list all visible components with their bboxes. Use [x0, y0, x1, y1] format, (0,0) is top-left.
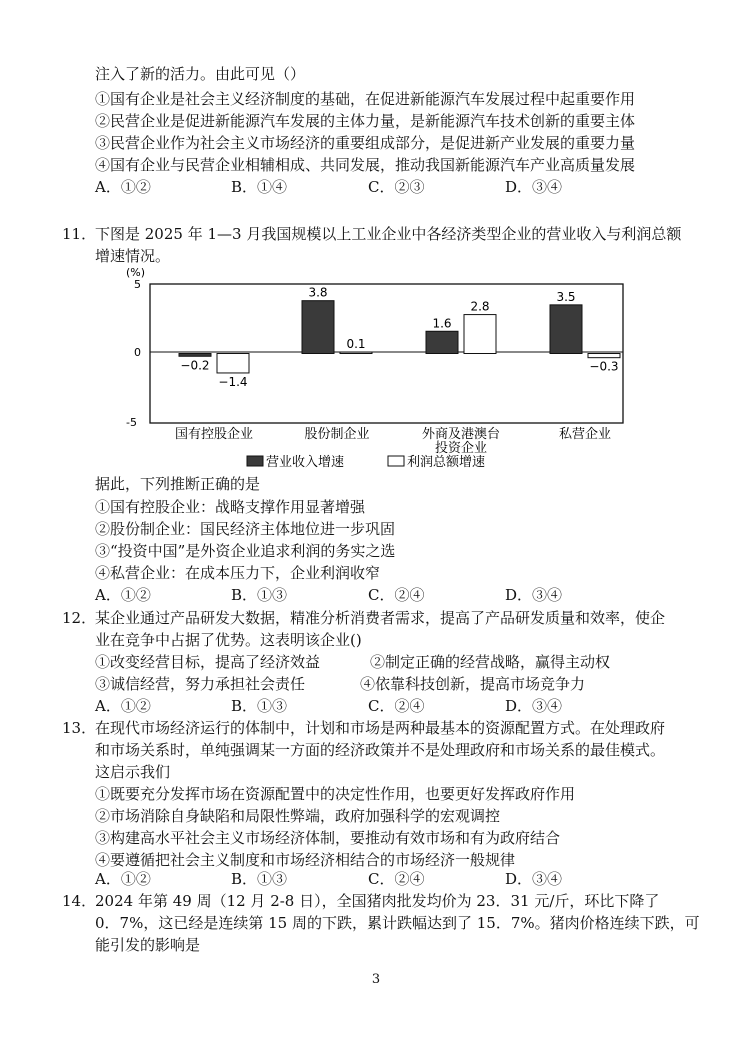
legend-swatch-revenue	[247, 456, 263, 466]
q14-number: 14．	[62, 892, 97, 910]
option-c: C．②④	[368, 586, 425, 604]
q13-statement-2: ②市场消除自身缺陷和局限性弊端，政府加强科学的宏观调控	[95, 807, 501, 825]
revenue-value-label-1: 3.8	[308, 285, 328, 300]
page-number: 3	[371, 972, 381, 987]
profit-value-label-0: −1.4	[218, 374, 248, 389]
q12-statements-row-1	[95, 652, 675, 672]
option-a: A．①②	[95, 586, 151, 604]
q14-stem-line-1: 2024 年第 49 周（12 月 2-8 日），全国猪肉批发均价为 23．31 元/斤，环比下降了	[95, 892, 660, 910]
q13-stem-line-3: 这启示我们	[95, 763, 171, 781]
revenue-value-label-0: −0.2	[180, 358, 210, 373]
option-d: D．③④	[505, 870, 563, 888]
option-b: B．①④	[231, 178, 288, 196]
q13-statement-3: ③构建高水平社会主义市场经济体制，要推动有效市场和有为政府结合	[95, 829, 561, 847]
q13-stem-line-1: 在现代市场经济运行的体制中，计划和市场是两种最基本的资源配置方式。在处理政府	[95, 719, 666, 737]
profit-bar-3	[588, 354, 620, 358]
q12-number: 12．	[62, 609, 97, 627]
revenue-bar-2	[426, 331, 458, 353]
q11-stem-line-1: 下图是 2025 年 1—3 月我国规模以上工业企业中各经济类型企业的营业收入与利润总额	[95, 225, 682, 243]
bars-group	[179, 286, 620, 389]
q14-stem-line-3: 能引发的影响是	[95, 936, 201, 954]
legend-label-revenue: 营业收入增速	[266, 455, 345, 470]
q12-statement-4: ④依靠科技创新，提高市场竞争力	[360, 675, 586, 693]
y-tick-minus-5: -5	[126, 416, 137, 429]
q10-options	[95, 177, 675, 197]
profit-value-label-1: 0.1	[346, 337, 366, 352]
y-axis-unit: (%)	[126, 266, 146, 279]
category-label-1: 股份制企业	[304, 427, 370, 442]
option-c: C．②③	[368, 178, 425, 196]
q11-options	[95, 585, 675, 605]
option-a: A．①②	[95, 870, 151, 888]
profit-value-label-2: 2.8	[470, 299, 490, 314]
q10-statement-2: ②民营企业是促进新能源汽车发展的主体力量，是新能源汽车技术创新的重要主体	[95, 112, 636, 130]
q13-statement-1: ①既要充分发挥市场在资源配置中的决定性作用，也要更好发挥政府作用	[95, 785, 576, 803]
q10-statement-4: ④国有企业与民营企业相辅相成、共同发展，推动我国新能源汽车产业高质量发展	[95, 156, 636, 174]
q13-statement-4: ④要遵循把社会主义制度和市场经济相结合的市场经济一般规律	[95, 851, 516, 869]
q12-statement-3: ③诚信经营，努力承担社会责任	[95, 675, 306, 693]
legend-label-profit: 利润总额增速	[407, 455, 486, 470]
bar-chart	[120, 264, 630, 476]
option-d: D．③④	[505, 586, 563, 604]
legend-swatch-profit	[388, 456, 404, 466]
option-a: A．①②	[95, 697, 151, 715]
q12-statement-2: ②制定正确的经营战略，赢得主动权	[370, 653, 611, 671]
q12-options	[95, 696, 675, 716]
q10-statement-3: ③民营企业作为社会主义市场经济的重要组成部分，是促进新产业发展的重要力量	[95, 134, 636, 152]
q11-statement-1: ①国有控股企业：战略支撑作用显著增强	[95, 498, 366, 516]
q11-statement-3: ③“投资中国”是外资企业追求利润的务实之选	[95, 542, 396, 560]
y-tick-5: 5	[134, 278, 141, 291]
option-a: A．①②	[95, 178, 151, 196]
q14-stem-line-2: 0．7%，这已经是连续第 15 周的下跌，累计跌幅达到了 15．7%。猪肉价格连续下跌，可	[95, 914, 700, 932]
revenue-bar-0	[179, 354, 211, 357]
category-label-2-line-2: 投资企业	[434, 441, 488, 456]
option-d: D．③④	[505, 697, 563, 715]
option-b: B．①③	[231, 870, 288, 888]
q11-statement-2: ②股份制企业：国民经济主体地位进一步巩固	[95, 520, 396, 538]
profit-bar-2	[464, 315, 496, 354]
q13-stem-line-2: 和市场关系时，单纯强调某一方面的经济政策并不是处理政府和市场关系的最佳模式。	[95, 741, 666, 759]
y-tick-0: 0	[134, 346, 141, 359]
option-d: D．③④	[505, 178, 563, 196]
category-label-3: 私营企业	[558, 427, 612, 442]
profit-bar-0	[217, 354, 249, 373]
option-b: B．①③	[231, 586, 288, 604]
q12-stem-line-1: 某企业通过产品研发大数据，精准分析消费者需求，提高了产品研发质量和效率，使企	[95, 609, 666, 627]
option-b: B．①③	[231, 697, 288, 715]
q10-stem-tail: 注入了新的活力。由此可见（）	[95, 65, 306, 83]
q11-statement-4: ④私营企业：在成本压力下，企业利润收窄	[95, 564, 381, 582]
revenue-bar-3	[550, 305, 582, 354]
q11-stem-line-2: 增速情况。	[95, 247, 171, 265]
q12-statements-row-2	[95, 674, 675, 694]
q12-stem-line-2: 业在竞争中占据了优势。这表明该企业()	[95, 631, 362, 649]
revenue-value-label-3: 3.5	[556, 289, 576, 304]
option-c: C．②④	[368, 697, 425, 715]
revenue-bar-1	[302, 301, 334, 354]
q13-options	[95, 869, 675, 889]
option-c: C．②④	[368, 870, 425, 888]
q11-prompt: 据此，下列推断正确的是	[95, 475, 261, 493]
profit-bar-1	[340, 352, 372, 353]
q10-statement-1: ①国有企业是社会主义经济制度的基础，在促进新能源汽车发展过程中起重要作用	[95, 90, 636, 108]
category-labels	[175, 426, 611, 456]
profit-value-label-3: −0.3	[589, 359, 619, 374]
category-label-0: 国有控股企业	[174, 427, 254, 442]
q13-number: 13．	[62, 719, 97, 737]
revenue-value-label-2: 1.6	[432, 316, 452, 331]
q11-number: 11．	[62, 225, 97, 243]
legend	[247, 454, 485, 470]
category-label-2: 外商及港澳台	[421, 427, 501, 442]
q12-statement-1: ①改变经营目标，提高了经济效益	[95, 653, 321, 671]
